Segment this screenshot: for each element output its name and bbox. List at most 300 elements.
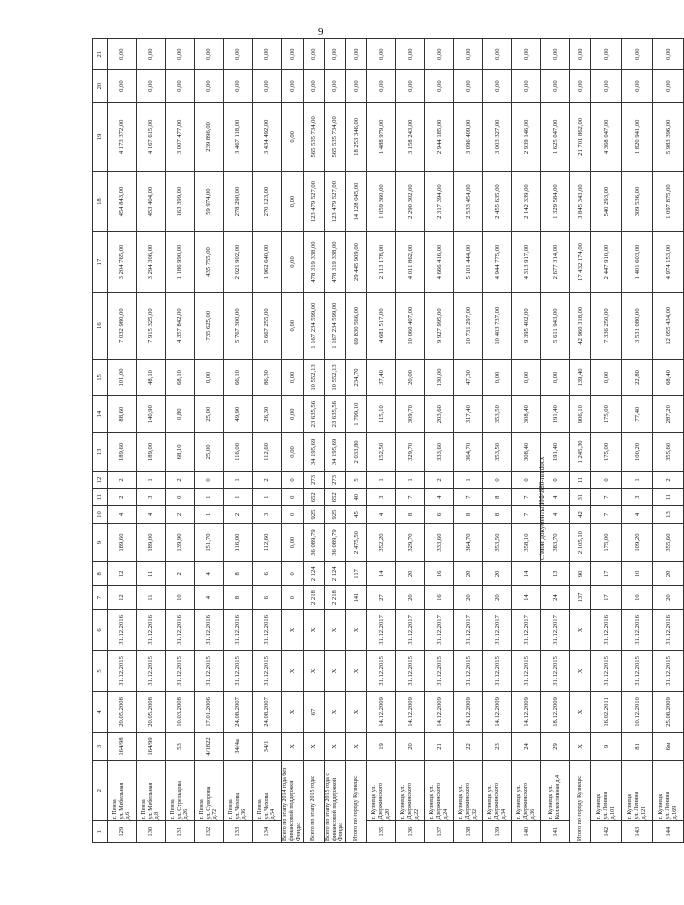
table-cell: 9 395 402,00 xyxy=(512,292,541,359)
table-cell: 1 097 875,00 xyxy=(653,171,684,231)
table-cell: 0,00 xyxy=(282,171,304,231)
table-row xyxy=(653,39,684,843)
table-cell: 10 552,13 xyxy=(303,359,324,396)
address-cell: г. Кузнецк ул. Дзержинского д.22 xyxy=(396,761,425,821)
table-cell: 0,00 xyxy=(483,359,512,396)
table-cell: 4 681 517,00 xyxy=(367,292,396,359)
table-cell: 383,70 xyxy=(541,523,570,562)
table-cell: 31.12.2016 xyxy=(622,609,653,650)
table-cell: 309 536,00 xyxy=(622,171,653,231)
table-cell: 14.12.2009 xyxy=(396,691,425,732)
row-number-cell: 144 xyxy=(653,821,684,843)
table-cell: 0,00 xyxy=(224,39,253,70)
table-cell: 3 003 327,00 xyxy=(483,102,512,171)
table-cell: 8 xyxy=(454,506,483,523)
table-cell: 20.05.2008 xyxy=(137,691,166,732)
row-number-cell: 130 xyxy=(137,821,166,843)
table-cell: 16 xyxy=(425,562,454,586)
table-cell: 21 xyxy=(425,732,454,760)
column-number-cell: 15 xyxy=(93,359,108,396)
table-cell: 20 xyxy=(396,732,425,760)
table-cell: 12 xyxy=(108,586,137,610)
table-cell: 7 032 980,00 xyxy=(108,292,137,359)
table-cell: 0,00 xyxy=(166,39,195,70)
column-number-cell: 20 xyxy=(93,70,108,102)
row-number-cell: 135 xyxy=(367,821,396,843)
table-cell: 31.12.2015 xyxy=(483,650,512,691)
table-row xyxy=(166,39,195,843)
table-cell: 1 xyxy=(195,506,224,523)
address-cell: г. Пенза ул. Чехова д.36 xyxy=(224,761,253,821)
table-cell: 152,50 xyxy=(367,433,396,472)
table-cell: 7 xyxy=(512,506,541,523)
table-cell: 77,40 xyxy=(622,396,653,433)
table-cell: 8 xyxy=(224,562,253,586)
table-cell: 0,00 xyxy=(346,70,367,102)
table-cell: 1 059 360,00 xyxy=(367,171,396,231)
table-cell: 59 974,00 xyxy=(195,171,224,231)
table-cell: 12 055 434,00 xyxy=(653,292,684,359)
table-row xyxy=(622,39,653,843)
table-cell: X xyxy=(570,691,591,732)
table-cell: 4 xyxy=(541,506,570,523)
table-cell: 0,00 xyxy=(282,102,304,171)
column-number-cell: 14 xyxy=(93,396,108,433)
table-cell: 7 336 250,00 xyxy=(591,292,622,359)
table-cell: 333,60 xyxy=(425,433,454,472)
table-cell: 1 xyxy=(396,471,425,488)
table-cell: 24.08.2007 xyxy=(224,691,253,732)
table-cell: 0,00 xyxy=(253,70,282,102)
table-cell: 20,00 xyxy=(396,359,425,396)
table-cell: 8 xyxy=(483,489,512,506)
table-cell: X xyxy=(303,732,324,760)
table-cell: 1 xyxy=(224,489,253,506)
column-number-cell: 2 xyxy=(93,761,108,821)
table-cell: 4 xyxy=(108,506,137,523)
table-cell: 2 xyxy=(166,506,195,523)
table-cell: 1 488 979,00 xyxy=(367,102,396,171)
column-number-cell: 21 xyxy=(93,39,108,70)
row-number-cell: 140 xyxy=(512,821,541,843)
table-cell: 4 xyxy=(425,489,454,506)
table-cell: 34/1 xyxy=(253,732,282,760)
table-cell: 2 455 635,00 xyxy=(483,171,512,231)
table-cell: 0,00 xyxy=(454,70,483,102)
table-cell: 31.12.2015 xyxy=(653,650,684,691)
table-cell: 0,00 xyxy=(541,359,570,396)
table-cell: 0,00 xyxy=(622,39,653,70)
table-cell: 9 927 995,00 xyxy=(425,292,454,359)
table-cell: 31.12.2017 xyxy=(425,609,454,650)
table-cell: 90 xyxy=(570,562,591,586)
table-cell: X xyxy=(346,650,367,691)
table-cell: 11 xyxy=(653,489,684,506)
table-cell: 2 xyxy=(653,471,684,488)
table-cell: 4 944 775,00 xyxy=(483,232,512,292)
table-cell: 2 xyxy=(166,471,195,488)
table-cell: 0,00 xyxy=(570,70,591,102)
table-cell: 3 xyxy=(367,489,396,506)
table-cell: 7 xyxy=(396,489,425,506)
table-cell: 7 xyxy=(512,489,541,506)
total-row xyxy=(303,39,324,843)
table-cell: 27 xyxy=(367,586,396,610)
table-cell: 309,70 xyxy=(396,396,425,433)
table-cell: 0,00 xyxy=(324,39,346,70)
table-cell: 0 xyxy=(591,471,622,488)
table-cell: 14.12.2009 xyxy=(483,691,512,732)
table-cell: 8 xyxy=(396,506,425,523)
column-number-cell: 11 xyxy=(93,489,108,506)
column-number-cell: 12 xyxy=(93,471,108,488)
table-cell: 18.12.2009 xyxy=(541,691,570,732)
table-cell: 352,20 xyxy=(367,523,396,562)
table-row xyxy=(253,39,282,843)
table-cell: 4 974 153,00 xyxy=(653,232,684,292)
table-cell: 20 xyxy=(483,586,512,610)
rotated-table-container xyxy=(92,38,678,843)
table-cell: 0,00 xyxy=(195,359,224,396)
table-cell: 10 xyxy=(622,586,653,610)
table-cell: 3 434 492,00 xyxy=(253,102,282,171)
table-cell: 3 xyxy=(622,489,653,506)
table-cell: 31.12.2016 xyxy=(653,609,684,650)
table-cell: 1 xyxy=(622,471,653,488)
row-number-cell: 133 xyxy=(224,821,253,843)
table-cell: 0,00 xyxy=(512,70,541,102)
column-number-cell: 19 xyxy=(93,102,108,171)
table-cell: 1 401 603,00 xyxy=(622,232,653,292)
table-row xyxy=(137,39,166,843)
table-cell: 2 142 339,00 xyxy=(512,171,541,231)
table-cell: 10 060 407,00 xyxy=(396,292,425,359)
table-cell: 353,50 xyxy=(483,523,512,562)
table-cell: 0,00 xyxy=(282,433,304,472)
table-cell: 906,10 xyxy=(570,396,591,433)
table-cell: 34 195,69 xyxy=(324,433,346,472)
table-cell: 14 xyxy=(512,562,541,586)
table-cell: 14.12.2009 xyxy=(425,691,454,732)
table-cell: X xyxy=(570,732,591,760)
table-cell: 20 xyxy=(396,562,425,586)
table-cell: 189,60 xyxy=(108,523,137,562)
table-cell: 24 xyxy=(541,586,570,610)
table-cell: 2 290 302,00 xyxy=(396,171,425,231)
table-cell: 31.12.2015 xyxy=(622,650,653,691)
table-cell: 31.12.2016 xyxy=(224,609,253,650)
table-cell: 0 xyxy=(512,471,541,488)
table-cell: 66,10 xyxy=(224,359,253,396)
table-cell: 81 xyxy=(622,732,653,760)
table-cell: 20 xyxy=(396,586,425,610)
address-cell: г. Кузнецк ул. Ленина д.169 xyxy=(653,761,684,821)
table-cell: 189,00 xyxy=(137,433,166,472)
table-cell: 14 xyxy=(367,562,396,586)
table-row xyxy=(512,39,541,843)
total-row xyxy=(346,39,367,843)
table-cell: 31.12.2015 xyxy=(253,650,282,691)
table-cell: 10 552,13 xyxy=(324,359,346,396)
table-cell: 164/99 xyxy=(137,732,166,760)
table-cell: 0,00 xyxy=(108,70,137,102)
table-cell: 112,60 xyxy=(253,523,282,562)
table-cell: 10 731 297,00 xyxy=(454,292,483,359)
table-cell: 2 033,80 xyxy=(346,433,367,472)
table-cell: 0,00 xyxy=(396,39,425,70)
table-cell: 23 635,56 xyxy=(303,396,324,433)
table-cell: 0,00 xyxy=(282,523,304,562)
table-cell: 31.12.2017 xyxy=(512,609,541,650)
table-cell: 2 105,10 xyxy=(570,523,591,562)
table-cell: 10.03.2008 xyxy=(166,691,195,732)
address-cell: г. Кузнецк ул. Дзержинского д.36 xyxy=(512,761,541,821)
table-cell: 0,00 xyxy=(253,39,282,70)
table-cell: 0,00 xyxy=(137,70,166,102)
table-cell: 652 xyxy=(324,489,346,506)
table-cell: 0,00 xyxy=(166,70,195,102)
table-cell: 4 xyxy=(195,586,224,610)
total-row xyxy=(570,39,591,843)
table-cell: 10 xyxy=(622,562,653,586)
table-cell: 0,00 xyxy=(591,39,622,70)
column-number-cell: 9 xyxy=(93,523,108,562)
table-cell: 0 xyxy=(282,586,304,610)
table-cell: 2 xyxy=(425,471,454,488)
row-number-cell: 131 xyxy=(166,821,195,843)
table-cell: 17.01.2006 xyxy=(195,691,224,732)
table-cell: 11 xyxy=(570,471,591,488)
row-number-cell: 132 xyxy=(195,821,224,843)
table-cell: 115,10 xyxy=(367,396,396,433)
table-cell: 4 xyxy=(137,506,166,523)
table-cell: 116,00 xyxy=(224,433,253,472)
table-cell: 355,60 xyxy=(653,433,684,472)
table-cell: 6 xyxy=(425,506,454,523)
table-cell: 25,00 xyxy=(195,396,224,433)
table-cell: 0,00 xyxy=(541,70,570,102)
table-cell: 34/4а xyxy=(224,732,253,760)
table-cell: 4 011 862,00 xyxy=(396,232,425,292)
table-cell: 0,00 xyxy=(591,70,622,102)
table-cell: 287,20 xyxy=(653,396,684,433)
address-cell: г. Пенза ул. Стрельцова д.26 xyxy=(166,761,195,821)
table-cell: 13 xyxy=(653,506,684,523)
table-cell: 273 xyxy=(303,471,324,488)
table-cell: 163 399,00 xyxy=(166,171,195,231)
column-number-cell: 5 xyxy=(93,650,108,691)
table-cell: 31.12.2015 xyxy=(396,650,425,691)
table-cell: 329,70 xyxy=(396,433,425,472)
footer-file-path: c:\мои документы\ИФ\880-пп.docx xyxy=(538,456,546,560)
table-cell: 0,00 xyxy=(541,39,570,70)
table-cell: 7 xyxy=(591,489,622,506)
table-cell: 0,00 xyxy=(512,359,541,396)
table-cell: X xyxy=(570,650,591,691)
table-cell: 31.12.2017 xyxy=(541,609,570,650)
table-cell: 117 xyxy=(346,562,367,586)
table-cell: 2 475,50 xyxy=(346,523,367,562)
table-cell: 29 445 909,00 xyxy=(346,232,367,292)
row-number-cell: 137 xyxy=(425,821,454,843)
table-cell: 2 xyxy=(108,489,137,506)
table-cell: 0,00 xyxy=(425,39,454,70)
table-cell: 2 939 146,00 xyxy=(512,102,541,171)
table-cell: 31.12.2015 xyxy=(367,650,396,691)
table-cell: 1 167 234 599,00 xyxy=(303,292,324,359)
column-number-cell: 17 xyxy=(93,232,108,292)
table-cell: X xyxy=(324,732,346,760)
table-cell: 14 128 045,00 xyxy=(346,171,367,231)
table-cell: X xyxy=(282,732,304,760)
table-cell: 0,00 xyxy=(195,70,224,102)
total-label-cell: Всего по этапу 2014 года без финансовой поддержки Фонда: xyxy=(282,761,304,843)
table-cell: 31.12.2015 xyxy=(137,650,166,691)
table-cell: X xyxy=(282,650,304,691)
table-cell: 4 173 372,00 xyxy=(108,102,137,171)
table-cell: 4 167 615,00 xyxy=(137,102,166,171)
table-cell: 137 xyxy=(570,586,591,610)
total-label-cell: Итого по городу Кузнецк: xyxy=(570,761,591,843)
table-cell: 189,60 xyxy=(108,433,137,472)
table-cell: 11 xyxy=(137,586,166,610)
table-cell: 0,00 xyxy=(396,70,425,102)
table-cell: 4 xyxy=(622,506,653,523)
table-cell: 1 xyxy=(137,471,166,488)
column-number-cell: 4 xyxy=(93,691,108,732)
table-cell: 2 124 xyxy=(303,562,324,586)
table-cell: 139,90 xyxy=(166,523,195,562)
table-cell: 31.12.2017 xyxy=(454,609,483,650)
table-cell: 0,00 xyxy=(195,39,224,70)
table-cell: 0,00 xyxy=(653,39,684,70)
table-cell: 31.12.2016 xyxy=(195,609,224,650)
table-cell: 17 xyxy=(591,562,622,586)
table-cell: 4 313 917,00 xyxy=(512,232,541,292)
table-row xyxy=(195,39,224,843)
table-cell: 5 611 943,00 xyxy=(541,292,570,359)
table-cell: 13 xyxy=(541,562,570,586)
table-cell: 31.12.2015 xyxy=(541,650,570,691)
table-row xyxy=(591,39,622,843)
table-cell: 21 701 862,00 xyxy=(570,102,591,171)
table-cell: 0,00 xyxy=(570,39,591,70)
table-cell: 31.12.2015 xyxy=(512,650,541,691)
table-row xyxy=(541,39,570,843)
table-cell: 2 124 xyxy=(324,562,346,586)
address-cell: г. Кузнецк ул. Дзержинского д.34 xyxy=(483,761,512,821)
table-cell: 19 xyxy=(367,732,396,760)
address-cell: г. Пенза ул. Чехова д.54 xyxy=(253,761,282,821)
table-cell: 0,00 xyxy=(303,70,324,102)
table-cell: 540 293,00 xyxy=(591,171,622,231)
table-cell: 3 096 409,00 xyxy=(454,102,483,171)
table-cell: 270 123,00 xyxy=(253,171,282,231)
table-cell: 16 xyxy=(425,586,454,610)
table-cell: 4 666 416,00 xyxy=(425,232,454,292)
table-cell: 0,00 xyxy=(483,70,512,102)
table-cell: 24.08.2007 xyxy=(253,691,282,732)
table-cell: 191,40 xyxy=(541,433,570,472)
table-cell: 17 432 174,00 xyxy=(570,232,591,292)
table-cell: 364,70 xyxy=(454,523,483,562)
table-cell: 0 xyxy=(541,471,570,488)
table-cell: 1 245,30 xyxy=(570,433,591,472)
table-cell: 478 319 338,00 xyxy=(303,232,324,292)
row-number-cell: 141 xyxy=(541,821,570,843)
table-cell: 20 xyxy=(454,562,483,586)
table-cell: 0 xyxy=(166,489,195,506)
table-cell: 18 253 346,00 xyxy=(346,102,367,171)
table-cell: 0 xyxy=(282,562,304,586)
table-cell: 0 xyxy=(282,489,304,506)
table-cell: 34 195,69 xyxy=(303,433,324,472)
table-cell: 31.12.2015 xyxy=(224,650,253,691)
table-cell: X xyxy=(324,650,346,691)
table-cell: 123 479 527,00 xyxy=(303,171,324,231)
table-cell: 5 101 444,00 xyxy=(454,232,483,292)
table-cell: 478 319 338,00 xyxy=(324,232,346,292)
table-cell: 0,00 xyxy=(367,70,396,102)
table-cell: 3 007 477,00 xyxy=(166,102,195,171)
table-cell: 735 625,00 xyxy=(195,292,224,359)
table-cell: 20 xyxy=(653,586,684,610)
table-cell: 453 404,00 xyxy=(137,171,166,231)
table-cell: 37,40 xyxy=(367,359,396,396)
table-cell: 3 531 080,00 xyxy=(622,292,653,359)
table-cell: 3 294 306,00 xyxy=(137,232,166,292)
table-row xyxy=(396,39,425,843)
table-cell: 358,10 xyxy=(512,523,541,562)
table-cell: 86,30 xyxy=(253,359,282,396)
table-cell: 1 625 047,00 xyxy=(541,102,570,171)
table-cell: 40 xyxy=(346,489,367,506)
table-cell: 435 755,00 xyxy=(195,232,224,292)
table-cell: 2 021 902,00 xyxy=(224,232,253,292)
table-cell: 175,00 xyxy=(591,523,622,562)
column-number-cell: 8 xyxy=(93,562,108,586)
table-cell: 0,00 xyxy=(303,39,324,70)
table-cell: 0,00 xyxy=(282,292,304,359)
table-cell: X xyxy=(282,691,304,732)
table-cell: 22 xyxy=(454,732,483,760)
table-cell: 3 xyxy=(253,506,282,523)
address-cell: г. Кузнецк ул. Ленина д.101 xyxy=(591,761,622,821)
table-cell: 0,00 xyxy=(367,39,396,70)
table-cell: 1 xyxy=(224,471,253,488)
table-cell: 31.12.2015 xyxy=(108,650,137,691)
table-cell: 0 xyxy=(195,471,224,488)
table-cell: 12 xyxy=(108,562,137,586)
row-number-cell: 138 xyxy=(454,821,483,843)
table-cell: 29 xyxy=(541,732,570,760)
table-cell: 47,30 xyxy=(454,359,483,396)
table-cell: 2 677 314,00 xyxy=(541,232,570,292)
table-cell: 6 xyxy=(253,562,282,586)
table-cell: 175,00 xyxy=(591,396,622,433)
total-label-cell: Всего по этапу 2015 года: xyxy=(303,761,324,843)
table-cell: 4 xyxy=(195,562,224,586)
column-number-row xyxy=(93,39,108,843)
table-cell: 278 290,00 xyxy=(224,171,253,231)
table-cell: 2 xyxy=(224,506,253,523)
table-cell: 0,00 xyxy=(282,396,304,433)
table-cell: 2 xyxy=(108,471,137,488)
table-cell: 364,70 xyxy=(454,433,483,472)
table-cell: 31.12.2015 xyxy=(591,650,622,691)
table-cell: X xyxy=(282,609,304,650)
table-cell: 139,40 xyxy=(570,359,591,396)
